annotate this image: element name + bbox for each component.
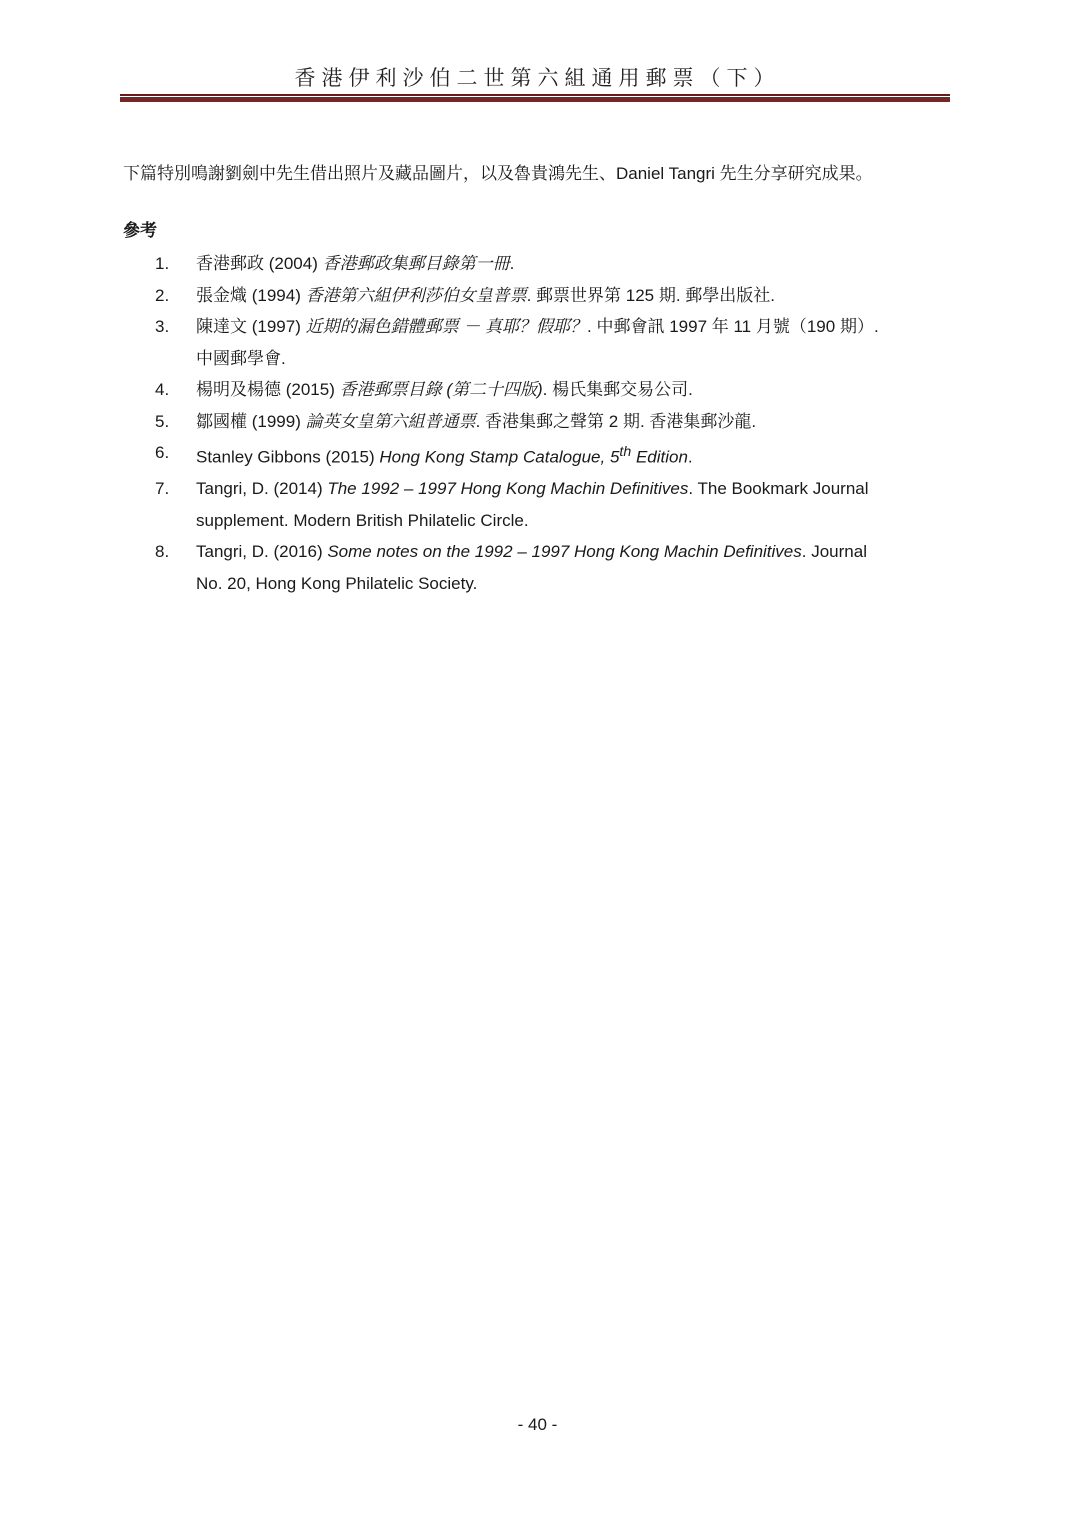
- reference-item: [155, 437, 895, 473]
- reference-item: [155, 473, 895, 536]
- reference-title: Hong Kong Stamp Catalogue, 5: [379, 447, 620, 467]
- reference-title: Some notes on the 1992 – 1997 Hong Kong Machin Definitives: [327, 542, 802, 562]
- reference-text: Stanley Gibbons (2015) Hong Kong Stamp Catalogue, 5th Edition.: [196, 444, 693, 467]
- reference-number: 1.: [155, 254, 170, 273]
- reference-item: [155, 406, 895, 438]
- reference-number: 5.: [155, 411, 170, 431]
- reference-number: 2.: [155, 285, 170, 305]
- reference-text: 鄒國權 (1999) 論英女皇第六組普通票. 香港集郵之聲第 2 期. 香港集郵沙龍.: [196, 411, 757, 431]
- reference-text: Tangri, D. (2014) The 1992 – 1997 Hong Kong Machin Definitives. The Bookmark Journal supplement. Modern British Philatelic Circle.: [196, 479, 869, 530]
- reference-text: 香港郵政 (2004) 香港郵政集郵目錄第一冊.: [196, 254, 515, 273]
- reference-text: Tangri, D. (2016) Some notes on the 1992 – 1997 Hong Kong Machin Definitives. Journal No. 20, Hong Kong Philatelic Society.: [196, 542, 867, 593]
- reference-title: 香港第六組伊利莎伯女皇普票: [305, 285, 527, 305]
- acknowledgement-paragraph: 下篇特別鳴謝劉劍中先生借出照片及藏品圖片，以及魯貴鴻先生、Daniel Tangri 先生分享研究成果。: [123, 164, 873, 183]
- references-list: [155, 248, 895, 599]
- reference-text: 張金熾 (1994) 香港第六組伊利莎伯女皇普票. 郵票世界第 125 期. 郵學出版社.: [196, 285, 776, 305]
- reference-number: 8.: [155, 542, 170, 562]
- reference-item: [155, 280, 895, 312]
- reference-number: 6.: [155, 443, 170, 462]
- page-number: - 40 -: [517, 1415, 558, 1434]
- reference-item: [155, 536, 895, 599]
- reference-title: 論英女皇第六組普通票: [305, 411, 476, 431]
- reference-item: [155, 311, 895, 374]
- reference-text: 陳達文 (1997) 近期的漏色錯體郵票 － 真耶？假耶？. 中郵會訊 1997 年 11 月號（190 期）. 中國郵學會.: [196, 317, 879, 368]
- reference-number: 7.: [155, 479, 170, 499]
- ordinal-suffix: th: [619, 444, 632, 460]
- references-heading: 參考: [123, 221, 157, 240]
- reference-title: 近期的漏色錯體郵票 － 真耶？假耶？: [305, 317, 588, 336]
- running-header: 香港伊利沙伯二世第六組通用郵票（下）: [294, 66, 781, 90]
- reference-item: [155, 374, 895, 406]
- reference-number: 3.: [155, 317, 170, 336]
- reference-title: 香港郵票目錄 (第二十四版): [339, 380, 543, 399]
- reference-text: 楊明及楊德 (2015) 香港郵票目錄 (第二十四版). 楊氏集郵交易公司.: [196, 380, 693, 399]
- header-divider-thick: [120, 97, 950, 102]
- reference-number: 4.: [155, 380, 170, 399]
- reference-item: [155, 248, 895, 280]
- reference-title: 香港郵政集郵目錄第一冊: [322, 254, 510, 273]
- reference-title: The 1992 – 1997 Hong Kong Machin Definitives: [327, 479, 689, 499]
- header-divider: [120, 94, 950, 96]
